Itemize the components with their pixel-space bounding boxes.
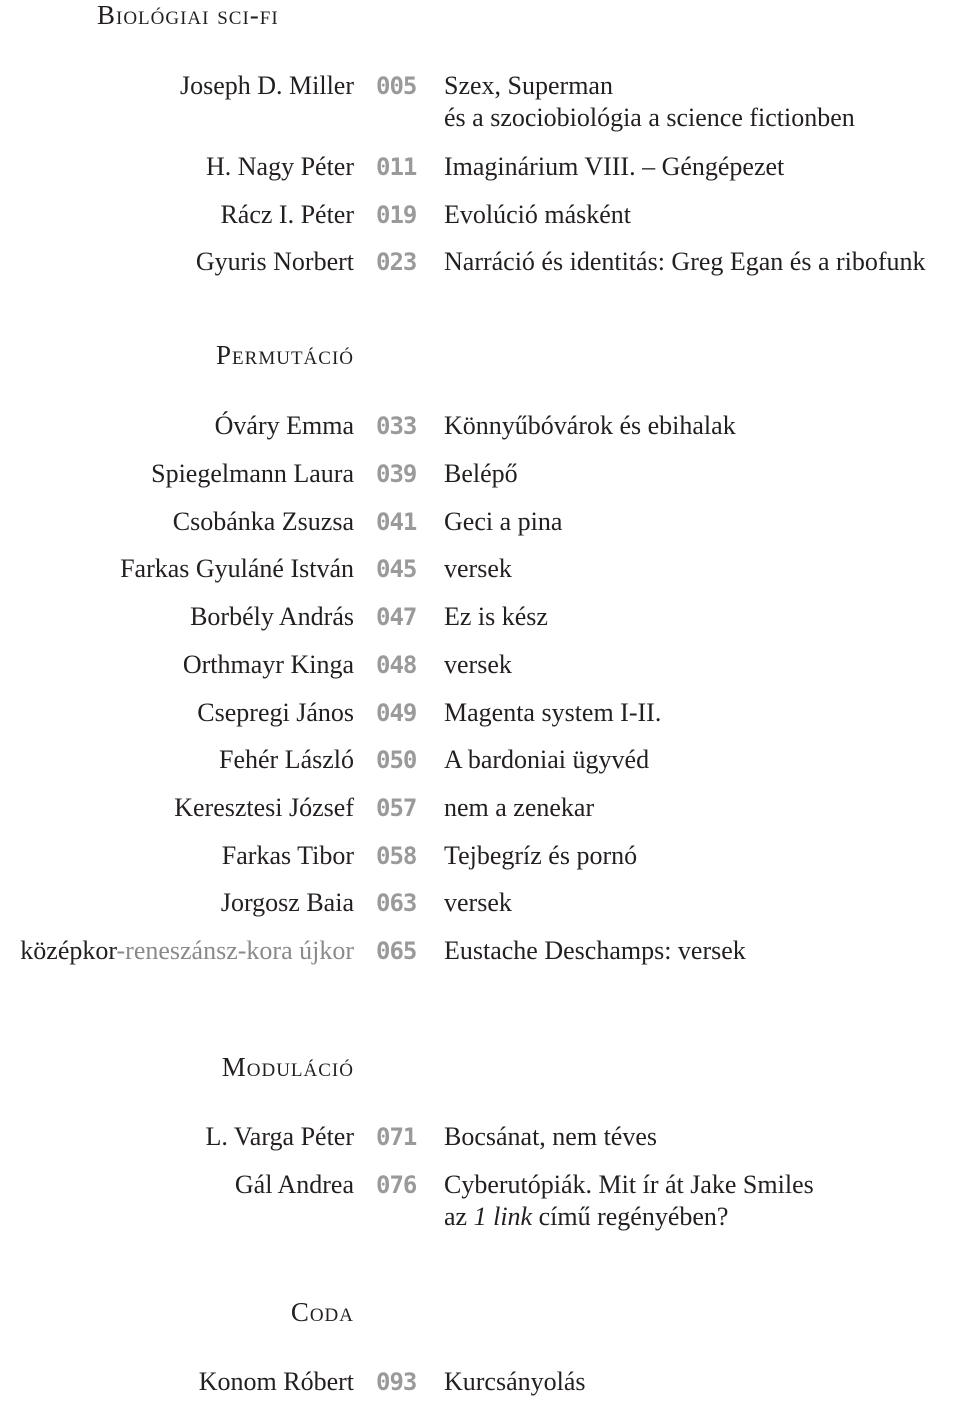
entry-author: Gyuris Norbert — [195, 247, 354, 276]
entry-author: Orthmayr Kinga — [182, 650, 354, 679]
entry-author: Joseph D. Miller — [179, 71, 354, 100]
entry-author: Farkas Tibor — [221, 841, 354, 870]
entry-author: Jorgosz Baia — [220, 888, 354, 917]
entry-title: Ez is kész — [444, 602, 548, 631]
entry-title: Imaginárium VIII. – Géngépezet — [444, 152, 785, 181]
entry-author: H. Nagy Péter — [205, 152, 354, 181]
entry-title: nem a zenekar — [444, 793, 595, 822]
entry-page-number: 049 — [376, 699, 417, 727]
toc-entry[interactable] — [0, 151, 960, 191]
entry-author: Gál Andrea — [234, 1170, 354, 1199]
entry-page-number: 019 — [376, 201, 417, 229]
entry-page-number: 065 — [376, 937, 417, 965]
entry-page-number: 047 — [376, 603, 417, 631]
section-heading-biologiai-sci-fi: Biológiai sci-fi — [97, 0, 279, 30]
entry-title: Kurcsányolás — [444, 1367, 586, 1396]
section-heading-coda: Coda — [290, 1297, 354, 1327]
entry-page-number: 050 — [376, 746, 417, 774]
toc-entry[interactable] — [0, 601, 960, 641]
section-heading-permutacio: Permutáció — [216, 340, 354, 370]
entry-page-number: 041 — [376, 508, 417, 536]
entry-author: Óváry Emma — [214, 411, 354, 440]
entry-title: Eustache Deschamps: versek — [444, 936, 746, 965]
entry-title: Könnyűbóvárok és ebihalak — [444, 411, 736, 440]
entry-title: Narráció és identitás: Greg Egan és a ribofunk — [444, 247, 926, 276]
toc-entry[interactable] — [0, 410, 960, 450]
toc-entry[interactable] — [0, 1366, 960, 1406]
title-text: című regényében? — [532, 1202, 729, 1231]
entry-title-line-2 — [444, 1201, 814, 1233]
toc-entry[interactable] — [0, 744, 960, 784]
entry-author: Konom Róbert — [198, 1367, 354, 1396]
entry-title: Bocsánat, nem téves — [444, 1122, 657, 1151]
entry-title: Magenta system I-II. — [444, 698, 662, 727]
toc-entry[interactable] — [0, 935, 960, 975]
entry-author: Rácz I. Péter — [220, 200, 354, 229]
entry-title: Belépő — [444, 459, 518, 488]
entry-author-light: -reneszánsz-kora újkor — [116, 936, 354, 965]
toc-entry[interactable] — [0, 840, 960, 880]
entry-title-line-1: Cyberutópiák. Mit ír át Jake Smiles — [444, 1170, 814, 1199]
entry-title — [444, 70, 855, 134]
entry-page-number: 045 — [376, 555, 417, 583]
entry-author: Csepregi János — [197, 698, 354, 727]
toc-entry[interactable] — [0, 887, 960, 927]
entry-author: L. Varga Péter — [205, 1122, 354, 1151]
entry-author: Fehér László — [218, 745, 354, 774]
entry-title: A bardoniai ügyvéd — [444, 745, 650, 774]
entry-author: Farkas Gyuláné István — [120, 554, 354, 583]
title-italic-text: 1 link — [473, 1202, 533, 1231]
entry-page-number: 005 — [376, 72, 417, 100]
entry-title-line-2: és a szociobiológia a science fictionben — [444, 103, 855, 132]
toc-entry[interactable] — [0, 649, 960, 689]
entry-author-dark: középkor — [20, 936, 117, 965]
toc-entry[interactable] — [0, 792, 960, 832]
entry-page-number: 058 — [376, 842, 417, 870]
toc-entry[interactable] — [0, 553, 960, 593]
entry-title: versek — [444, 650, 512, 679]
toc-entry[interactable] — [0, 506, 960, 546]
title-text: az — [444, 1202, 474, 1231]
toc-entry[interactable] — [0, 458, 960, 498]
toc-entry[interactable] — [0, 199, 960, 239]
entry-page-number: 093 — [376, 1368, 417, 1396]
entry-page-number: 023 — [376, 248, 417, 276]
entry-title: Geci a pina — [444, 507, 563, 536]
entry-title: versek — [444, 888, 512, 917]
entry-author: Borbély András — [190, 602, 354, 631]
entry-page-number: 063 — [376, 889, 417, 917]
entry-author: Spiegelmann Laura — [151, 459, 354, 488]
entry-title — [444, 1169, 814, 1233]
entry-title: versek — [444, 554, 512, 583]
entry-title: Tejbegríz és pornó — [444, 841, 638, 870]
entry-page-number: 076 — [376, 1171, 417, 1199]
entry-page-number: 048 — [376, 651, 417, 679]
entry-title: Evolúció másként — [444, 200, 632, 229]
toc-entry[interactable] — [0, 1121, 960, 1161]
entry-page-number: 011 — [376, 153, 417, 181]
entry-page-number: 033 — [376, 412, 417, 440]
toc-entry[interactable] — [0, 697, 960, 737]
entry-author — [20, 935, 354, 967]
entry-title-line-1: Szex, Superman — [444, 71, 613, 100]
entry-author: Csobánka Zsuzsa — [172, 507, 354, 536]
entry-page-number: 039 — [376, 460, 417, 488]
entry-page-number: 057 — [376, 794, 417, 822]
toc-entry[interactable] — [0, 70, 960, 132]
toc-entry[interactable] — [0, 246, 960, 286]
toc-entry[interactable] — [0, 1169, 960, 1231]
section-heading-modulacio: Moduláció — [221, 1052, 354, 1082]
entry-page-number: 071 — [376, 1123, 417, 1151]
entry-author: Keresztesi József — [174, 793, 354, 822]
